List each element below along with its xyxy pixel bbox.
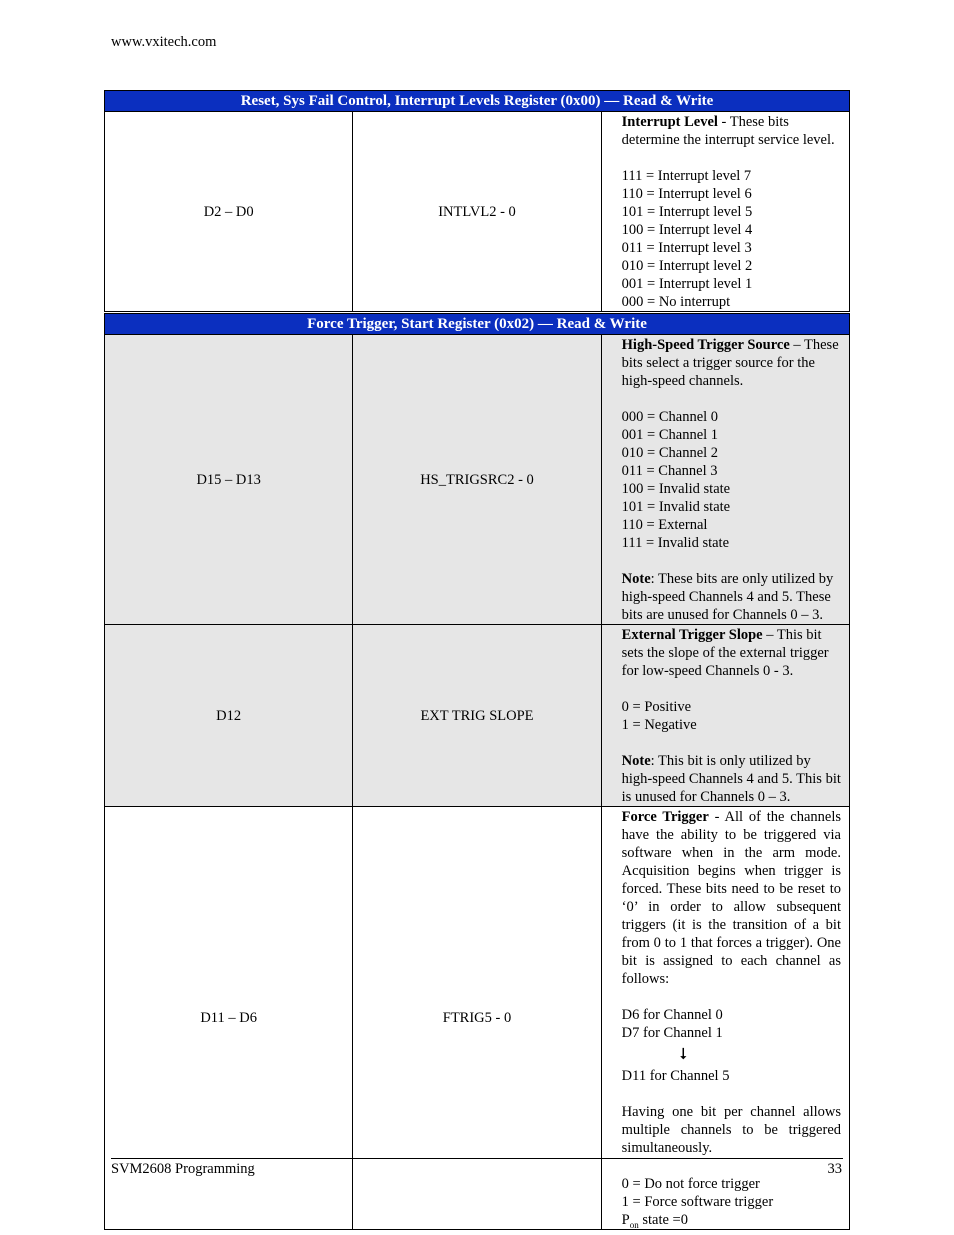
value-line: 101 = Invalid state [621,499,731,515]
value-line: 0 = Positive [621,699,692,715]
table-title: Force Trigger, Start Register (0x02) — Read & Write [105,314,850,335]
note-label: Note [621,753,651,769]
name-cell: INTLVL2 - 0 [353,112,601,312]
value-line: 011 = Interrupt level 3 [621,240,752,256]
value-line: 001 = Channel 1 [621,427,719,443]
power-on-state: $P_{on}$ state =0 [621,1212,688,1230]
note-text: : This bit is only utilized by high-speed Channels 4 and 5. This bit is unused for Channels 0 – 3. [621,753,841,805]
channel-line: D11 for Channel 5 [621,1068,730,1084]
description-cell [601,625,849,807]
description-text: - All of the channels have the ability to be triggered via software when in the arm mode. Acquisition begins when trigger is forced. These bits need to be reset to ‘0’ in order to allow subsequent triggers (it is the transition of a bit from 0 to 1 that forces a trigger). One bit is assigned to each channel as follows: [621,809,841,987]
bits-cell: D15 – D13 [105,335,353,625]
value-line: 010 = Interrupt level 2 [621,258,753,274]
description-text: - These bits determine the interrupt service level. [621,114,835,148]
description-cell [601,335,849,625]
value-line: 000 = No interrupt [621,294,731,310]
value-line: 111 = Interrupt level 7 [621,168,752,184]
register-table-0x00 [104,90,850,312]
name-cell: FTRIG5 - 0 [353,807,601,1230]
value-line: 000 = Channel 0 [621,409,719,425]
header-url: www.vxitech.com [111,34,217,50]
bits-cell: D2 – D0 [105,112,353,312]
page-number: 33 [827,1161,842,1177]
value-line: 0 = Do not force trigger [621,1176,760,1192]
value-line: 101 = Interrupt level 5 [621,204,753,220]
name-cell: EXT TRIG SLOPE [353,625,601,807]
value-line: 111 = Invalid state [621,535,730,551]
description-cell [601,112,849,312]
note [622,752,841,806]
channel-line: D7 for Channel 1 [621,1025,723,1041]
value-line: 011 = Channel 3 [621,463,718,479]
bits-cell: D12 [105,625,353,807]
description-title: External Trigger Slope [621,627,763,643]
value-line: 010 = Channel 2 [621,445,719,461]
value-line: 110 = External [621,517,708,533]
footer-divider [111,1158,843,1159]
note-label: Note [621,571,651,587]
footer-title: SVM2608 Programming [111,1161,255,1177]
description-cell [601,807,849,1230]
channel-line: D6 for Channel 0 [621,1007,723,1023]
table-row [105,112,850,312]
multi-channel-text: Having one bit per channel allows multiple channels to be triggered simultaneously. [621,1104,841,1156]
description-title: High-Speed Trigger Source [621,337,790,353]
bits-cell: D11 – D6 [105,807,353,1230]
value-line: 110 = Interrupt level 6 [621,186,752,202]
value-line: 1 = Negative [621,717,697,733]
description-text: – This bit sets the slope of the external trigger for low-speed Channels 0 - 3. [621,627,829,679]
value-line: 100 = Interrupt level 4 [621,222,753,238]
value-line: 100 = Invalid state [621,481,731,497]
table-title: Reset, Sys Fail Control, Interrupt Levels Register (0x00) — Read & Write [105,91,850,112]
value-line: 001 = Interrupt level 1 [621,276,753,292]
note [622,570,841,624]
value-line: 1 = Force software trigger [621,1194,774,1210]
description-text: – These bits select a trigger source for the high-speed channels. [621,337,839,389]
arrow-down-icon: ⭣ [679,1046,688,1063]
table-row [105,625,850,807]
table-row [105,335,850,625]
description-title: Force Trigger [621,809,709,825]
register-table-0x02 [104,313,850,1230]
name-cell: HS_TRIGSRC2 - 0 [353,335,601,625]
note-text: : These bits are only utilized by high-speed Channels 4 and 5. These bits are unused for Channels 0 – 3. [621,571,834,623]
description-title: Interrupt Level [621,114,718,130]
